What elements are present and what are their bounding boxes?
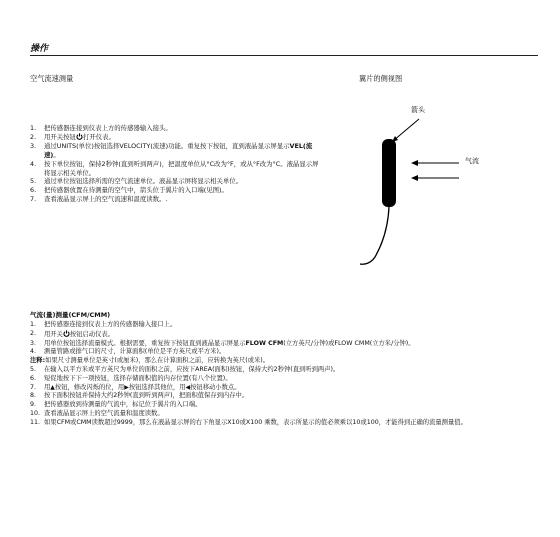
power-icon — [63, 330, 70, 337]
text-run: 按下面积按钮并保持大约2秒钟(直到听到两声)，把面积值保存到内存中。 — [44, 392, 249, 400]
airflow-arrowhead-2 — [411, 175, 418, 181]
item-number: 1. — [30, 321, 37, 328]
text-run: 如果CFM或CMM读数超过9999，那么在液晶显示屏的右下角显示X10或X100 乘数，表示所显示的值必须乘以10或100，才能得到正确的流量测量值。 — [44, 418, 467, 426]
item-number: 10. — [30, 409, 41, 417]
item-number: 2. — [30, 132, 37, 141]
text-run: 用 — [44, 383, 51, 391]
list-item — [30, 195, 320, 204]
text-run: 按钮，修改闪烁的位，用 — [54, 383, 125, 391]
bold-text: VEL(流速) — [44, 141, 313, 159]
vane-body — [382, 139, 396, 207]
item-text — [44, 410, 535, 419]
item-text — [44, 124, 320, 133]
item-number: 11. — [30, 418, 41, 426]
text-run: 查看液晶显示屏上的空气流速和温度读数。. — [44, 195, 168, 204]
text-run: 。 — [53, 150, 60, 159]
item-text — [44, 186, 320, 195]
velocity-steps-list — [30, 124, 320, 204]
list-item — [30, 366, 535, 375]
item-number: 8. — [30, 392, 37, 400]
text-run: 通过UNITS(单位)按钮选择VELOCITY(流速)功能。重复按下按钮，直到液晶显示屏显示 — [44, 141, 290, 150]
list-item — [30, 392, 535, 401]
item-text — [44, 133, 320, 142]
list-item — [30, 186, 320, 195]
text-run: 如果尺寸测量单位是英寸(或厘米)，那么在计算面积之前，应转换为英尺(或米)。 — [45, 357, 270, 365]
list-item — [30, 401, 535, 410]
vane-side-view-figure — [355, 105, 535, 275]
text-run: 查看液晶显示屏上的空气流量和温度读数。 — [44, 409, 164, 417]
item-text — [44, 177, 320, 186]
text-run: 把传感器放到待测量的气流中，标记位于翼片的入口端。 — [44, 401, 202, 409]
text-run: 按钮移动小数点。 — [190, 383, 241, 391]
right-arrow-icon: ▶ — [124, 383, 129, 391]
item-text — [44, 366, 535, 375]
item-number: 6. — [30, 186, 37, 195]
arrow-pointer-line — [393, 119, 419, 141]
item-number: 2. — [30, 329, 37, 337]
list-item — [30, 124, 320, 133]
item-text — [44, 392, 535, 401]
item-number: 6. — [30, 374, 37, 382]
text-run: 把传感器连接到仪表上方的传感器输入接口上。 — [44, 321, 177, 328]
item-text — [44, 321, 535, 330]
text-run: 用开关 — [44, 330, 63, 338]
item-text — [44, 330, 535, 340]
item-text — [44, 195, 320, 204]
left-arrow-icon: ◀ — [185, 383, 191, 391]
list-item — [30, 348, 535, 357]
item-text — [44, 142, 320, 160]
item-text — [44, 348, 535, 357]
probe-cable — [360, 207, 389, 264]
item-number: 4. — [30, 159, 37, 168]
item-number: 7. — [30, 383, 37, 391]
section-title-air-velocity: 空气流速测量 — [30, 74, 74, 83]
section-title-air-flow: 气流(量)测量(CFM/CMM) — [30, 311, 111, 319]
header-rule — [30, 55, 538, 56]
item-number: 9. — [30, 401, 37, 409]
item-number: 7. — [30, 195, 37, 204]
text-run: 测量管路或排气口的尺寸，计算面积(单位是平方英尺或平方米)。 — [44, 348, 226, 356]
list-item — [30, 133, 320, 142]
item-text — [44, 375, 535, 384]
text-run: 用开关按钮 — [44, 132, 76, 141]
list-item — [30, 321, 535, 330]
item-number: 5. — [30, 365, 37, 373]
text-run: 把传感器放置在待测量的空气中，箭头位于翼片的入口端(见图)。 — [44, 186, 228, 195]
item-number: 3. — [30, 339, 37, 347]
text-run: 短促地按下下一项按钮，选择存储面积值的内存位置(有八个位置)。 — [44, 374, 232, 382]
text-run: 通过单位按钮选择所需的空气流速单位。液晶显示屏将显示相关单位。 — [44, 177, 243, 186]
item-number: 1. — [30, 124, 37, 132]
figure-title: 翼片的侧视图 — [359, 74, 403, 83]
text-run: 用单位按钮选择流量模式。根据需要，重复按下按钮直到液晶显示屏显示 — [44, 339, 246, 347]
list-item — [30, 419, 535, 428]
text-run: (立方英尺/分钟)或FLOW CMM(立方米/分钟)。 — [283, 339, 415, 347]
list-item — [30, 375, 535, 384]
item-text — [30, 357, 269, 364]
arrow-label: 箭头 — [411, 106, 425, 114]
text-run: 按钮选择其他位，用 — [128, 383, 186, 391]
up-arrow-icon: ▲ — [50, 383, 55, 391]
airflow-arrowhead-1 — [411, 160, 418, 166]
list-item — [30, 330, 535, 340]
bold-text: 注释: — [30, 357, 46, 365]
bold-text: FLOW CFM — [245, 339, 284, 347]
flow-steps-list — [30, 321, 535, 428]
item-number: 3. — [30, 141, 37, 150]
airflow-label: 气流 — [465, 157, 479, 165]
list-item — [30, 177, 320, 186]
list-item — [30, 410, 535, 419]
text-run: 在输入以平方米或平方英尺为单位的面积之前，应按下AREA(面积)按钮，保持大约2秒钟(直到听到两声)。 — [44, 365, 340, 373]
note-item — [30, 357, 535, 366]
text-run: 按下单位按钮，保持2秒钟(直到听到两声)，把温度单位从°C改为°F，或从°F改为°C。液晶显示屏将显示相关单位。 — [44, 159, 319, 177]
item-number: 4. — [30, 348, 37, 356]
item-text — [44, 160, 320, 178]
item-text — [44, 419, 535, 428]
text-run: 打开仪表。 — [82, 132, 115, 141]
item-text — [44, 401, 535, 410]
vane-drawing — [355, 105, 535, 275]
text-run: 把传感器连接到仪表上方的传感器输入接头。 — [44, 124, 172, 132]
list-item — [30, 160, 320, 178]
section-header: 操作 — [30, 44, 49, 54]
text-run: 按钮启动仪表。 — [69, 330, 114, 338]
list-item — [30, 142, 320, 160]
power-icon — [76, 133, 83, 140]
item-number: 5. — [30, 177, 37, 186]
